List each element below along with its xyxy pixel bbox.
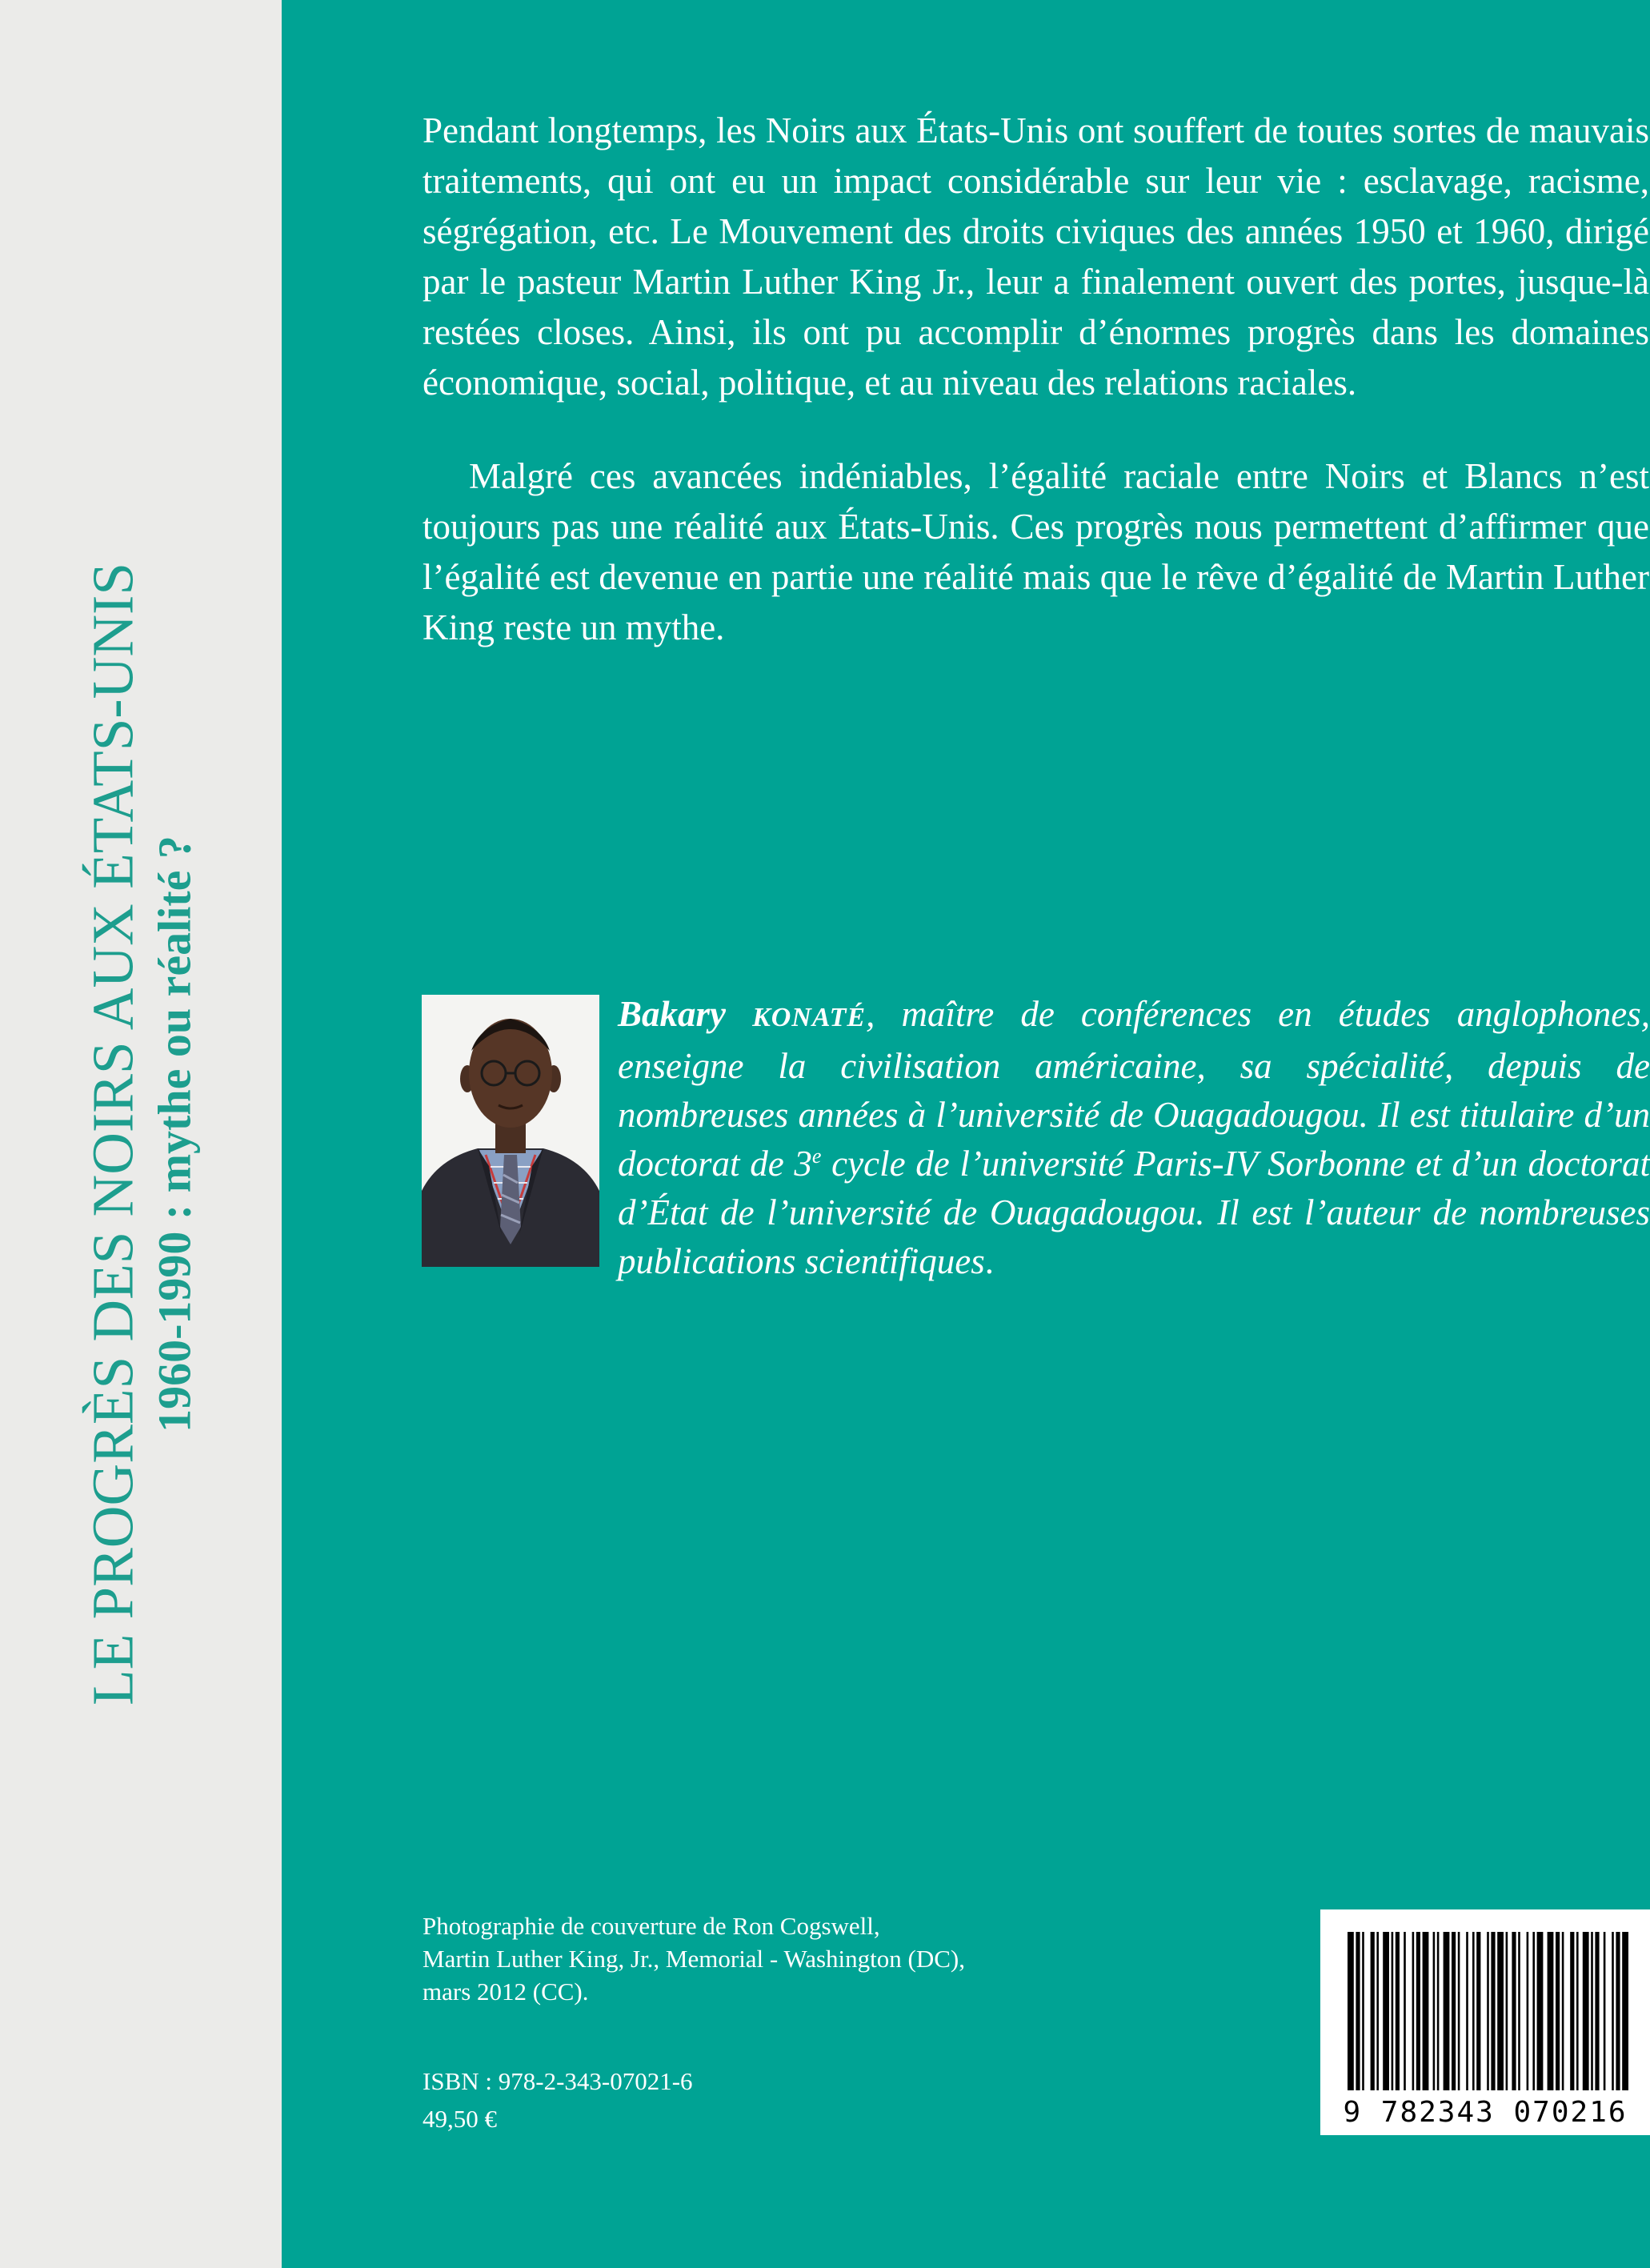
photo-credits xyxy=(423,1909,1031,2008)
barcode-bar xyxy=(1392,1932,1394,2090)
bio-text-end: . xyxy=(984,1241,994,1281)
summary-paragraph-2: Malgré ces avancées indéniables, l’égalité raciale entre Noirs et Blancs n’est toujours pas une réalité aux États-Unis. Ces progrès nous permettent d’affirmer que l’égalité est devenue en partie une réalité mais que le rêve d’égalité de Martin Luther King reste un mythe. xyxy=(423,456,1649,647)
barcode-bar xyxy=(1512,1932,1516,2090)
barcode-bar xyxy=(1487,1932,1489,2090)
barcode-bar xyxy=(1548,1932,1554,2090)
credits-line-2: Martin Luther King, Jr., Memorial - Washington (DC), xyxy=(423,1945,965,1973)
barcode-bar xyxy=(1604,1932,1606,2090)
price: 49,50 € xyxy=(423,2105,497,2133)
spine xyxy=(0,0,282,2268)
barcode-bar xyxy=(1437,1932,1440,2090)
barcode-bar xyxy=(1570,1932,1574,2090)
spine-title xyxy=(79,563,203,1705)
barcode-bar xyxy=(1595,1932,1599,2090)
barcode-bar xyxy=(1356,1932,1360,2090)
bio-superscript: e xyxy=(811,1144,822,1168)
barcode-bar xyxy=(1518,1932,1520,2090)
barcode-bar xyxy=(1612,1932,1614,2090)
barcode-bar xyxy=(1556,1932,1560,2090)
bio-text-part1: , maître de conférences en études anglophones, enseigne la civilisation américaine, sa spécialité, depuis de nombreuses années à l’université de Ouagadougou. Il est titulaire d’un doctorat de 3 xyxy=(618,994,1650,1184)
barcode-bar xyxy=(1444,1932,1450,2090)
barcode-bar xyxy=(1458,1932,1460,2090)
barcode-digits: 9 782343 070216 xyxy=(1343,2096,1628,2129)
barcode-bar xyxy=(1412,1932,1415,2090)
barcode-bar xyxy=(1362,1932,1364,2090)
author-last-name: KONATÉ xyxy=(752,1003,867,1032)
barcode-bars xyxy=(1348,1932,1628,2090)
author-first-name: Bakary xyxy=(618,994,726,1034)
credits-line-1: Photographie de couverture de Ron Cogswell, xyxy=(423,1912,880,1940)
barcode-bar xyxy=(1466,1932,1468,2090)
barcode xyxy=(1320,1909,1650,2135)
isbn: ISBN : 978-2-343-07021-6 xyxy=(423,2067,693,2095)
barcode-bar xyxy=(1527,1932,1529,2090)
barcode-bar xyxy=(1452,1932,1456,2090)
barcode-bar xyxy=(1497,1932,1504,2090)
barcode-bar xyxy=(1537,1932,1544,2090)
bio-text-part2: cycle de l’université Paris-IV Sorbonne et d’un doctorat d’État de l’université de Ouagadougou. Il est l’auteur de nombreuses publications scientifiques xyxy=(618,1144,1650,1281)
barcode-bar xyxy=(1616,1932,1620,2090)
credits-line-3: mars 2012 (CC). xyxy=(423,1977,589,2006)
barcode-bar xyxy=(1506,1932,1508,2090)
barcode-bar xyxy=(1371,1932,1375,2090)
barcode-graphic xyxy=(1320,1909,1650,2135)
author-name xyxy=(618,994,866,1034)
barcode-bar xyxy=(1348,1932,1354,2090)
barcode-bar xyxy=(1396,1932,1400,2090)
barcode-bar xyxy=(1476,1932,1480,2090)
author-portrait-photo xyxy=(422,995,599,1267)
portrait-illustration xyxy=(422,995,599,1267)
spine-title-line2: 1960-1990 : mythe ou réalité ? xyxy=(148,835,201,1433)
barcode-bar xyxy=(1562,1932,1564,2090)
barcode-bar xyxy=(1591,1932,1593,2090)
author-bio xyxy=(618,990,1650,1286)
book-summary xyxy=(423,106,1649,653)
barcode-bar xyxy=(1622,1932,1628,2090)
barcode-bar xyxy=(1532,1932,1535,2090)
summary-paragraph-1: Pendant longtemps, les Noirs aux États-Unis ont souffert de toutes sortes de mauvais traitements, qui ont eu un impact considérable sur leur vie : esclavage, racisme, ségrégation, etc. Le Mouvement des droits civiques des années 1950 et 1960, dirigé par le pasteur Martin Luther King Jr., leur a finalement ouvert des portes, jusque-là restées closes. Ainsi, ils ont pu accomplir d’énormes progrès dans les domaines économique, social, politique, et au niveau des relations raciales. xyxy=(423,110,1649,403)
barcode-bar xyxy=(1376,1932,1379,2090)
barcode-bar xyxy=(1404,1932,1406,2090)
barcode-bar xyxy=(1472,1932,1475,2090)
back-cover xyxy=(282,0,1650,2268)
barcode-bar xyxy=(1433,1932,1436,2090)
barcode-bar xyxy=(1491,1932,1495,2090)
barcode-bar xyxy=(1583,1932,1589,2090)
barcode-bar xyxy=(1423,1932,1429,2090)
barcode-bar xyxy=(1416,1932,1420,2090)
barcode-bar xyxy=(1383,1932,1389,2090)
barcode-bar xyxy=(1576,1932,1579,2090)
spine-title-line1: LE PROGRÈS DES NOIRS AUX ÉTATS-UNIS xyxy=(80,563,146,1705)
